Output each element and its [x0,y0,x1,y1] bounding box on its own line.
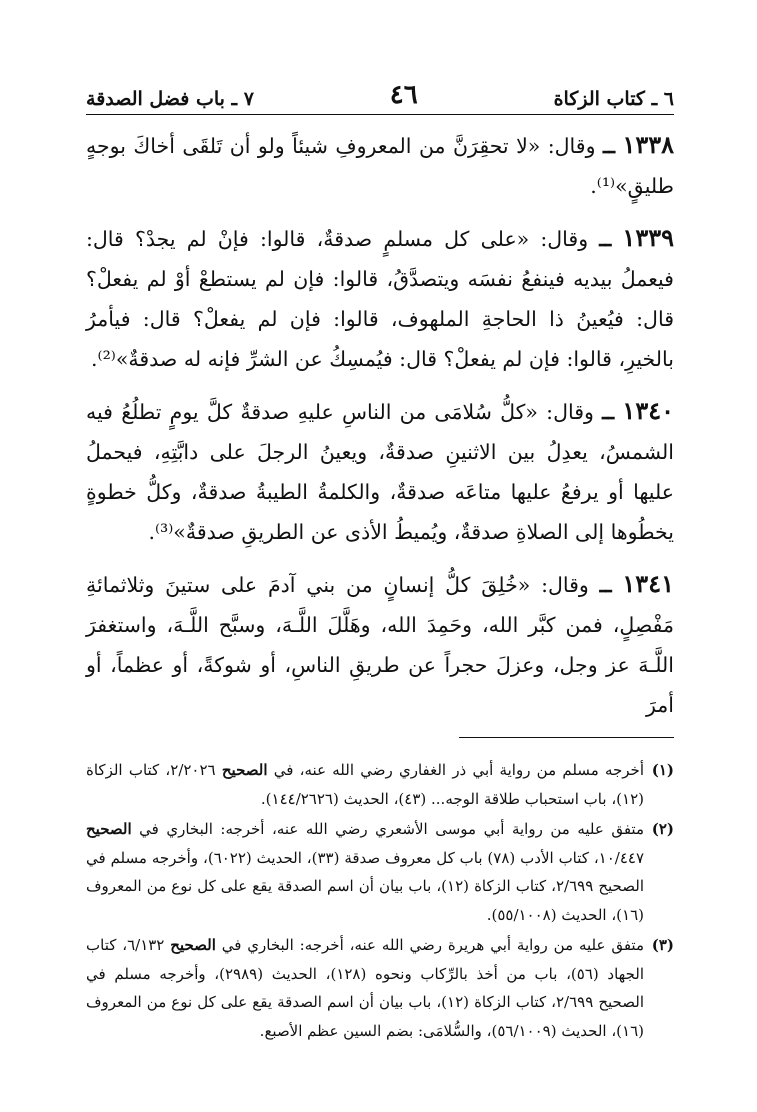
hadith-list [86,125,674,725]
running-header [86,70,674,115]
chapter-title: ٦ ـ كتاب الزكاة [553,88,674,110]
footnote-mark: (٣) [651,936,674,954]
hadith-entry [86,564,674,725]
footnote [86,931,674,1045]
hadith-dash: ــ [599,227,612,251]
footnote-source-title: الصحيح [170,936,216,954]
footnote-text-pre: أخرجه مسلم من رواية أبي ذر الغفاري رضي الله عنه، في [273,761,644,779]
footnotes [86,756,674,1045]
footnote-text [86,931,644,1045]
hadith-number: ١٣٣٨ [622,130,674,159]
hadith-text: وقال: «كلُّ سُلامَى من الناسِ عليهِ صدقةٌ كلَّ يومٍ تطلُعُ فيه الشمسُ، يعدِلُ بين الاثنينِ صدقةٌ، ويعينُ الرجلَ على دابَّتِهِ، فيحملُ عليها أو يرفعُ عليها متاعَه صدقةٌ، والكلمةُ الطيبةُ صدقةٌ، وكلُّ خطوةٍ يخطُوها إلى الصلاةِ صدقةٌ، ويُميطُ الأذى عن الطريقِ صدقةٌ»⁽³⁾. [86,400,674,544]
footnote [86,815,674,929]
footnote-source-title: الصحيح [221,761,268,779]
hadith-text: وقال: «خُلِقَ كلُّ إنسانٍ من بني آدمَ على ستينَ وثلاثمائةِ مَفْصِلٍ، فمن كبَّر الله، وحَمِدَ الله، وهَلَّلَ اللَّـهَ، وسبَّح اللَّـهَ، واستغفرَ اللَّـهَ عز وجل، وعزلَ حجراً عن طريقِ الناسِ، أو شوكةً، أو عظماً، أو أمرَ [86,573,674,717]
footnote-text-post: ٢/٢٠٢٦، كتاب الزكاة (١٢)، باب استحباب طلاقة الوجه... (٤٣)، الحديث (١٤٤/٢٦٢٦). [86,761,644,808]
footnote-mark: (١) [651,761,674,779]
footnote-mark: (٢) [651,820,674,838]
footnote-text-pre: متفق عليه من رواية أبي موسى الأشعري رضي الله عنه، أخرجه: البخاري في [139,820,644,838]
hadith-entry [86,125,674,206]
footnote-source-title: الصحيح [86,820,132,838]
footnote-divider [459,737,674,738]
page-number: ٤٦ [389,80,418,110]
footnote-text-post: ١٠/٤٤٧، كتاب الأدب (٧٨) باب كل معروف صدقة (٣٣)، الحديث (٦٠٢٢)، وأخرجه مسلم في الصحيح ٢/٦٩٩، كتاب الزكاة (١٢)، باب بيان أن اسم الصدقة يقع على كل نوع من المعروف (١٦)، الحديث (٥٥/١٠٠٨). [86,848,645,924]
hadith-number: ١٣٣٩ [622,223,674,252]
hadith-text: وقال: «لا تحقِرَنَّ من المعروفِ شيئاً ولو أن تَلقَى أخاكَ بوجهٍ طليقٍ»⁽¹⁾. [86,134,674,198]
hadith-number: ١٣٤١ [622,569,674,598]
hadith-entry [86,391,674,552]
hadith-dash: ــ [602,134,615,158]
footnote-text-pre: متفق عليه من رواية أبي هريرة رضي الله عنه، أخرجه: البخاري في [221,936,644,954]
section-title: ٧ ـ باب فضل الصدقة [86,88,254,110]
hadith-text: وقال: «على كل مسلمٍ صدقةٌ، قالوا: فإنْ لم يجدْ؟ قال: فيعملُ بيديه فينفعُ نفسَه ويتصدَّقُ، قالوا: فإن لم يستطعْ أوْ لم يفعلْ؟ قال: فيُعينُ ذا الحاجةِ الملهوف، قالوا: فإن لم يفعلْ؟ قال: فيأمرُ بالخيرِ، قالوا: فإن لم يفعلْ؟ قال: فيُمسِكُ عن الشرِّ فإنه له صدقةٌ»⁽²⁾. [86,227,674,371]
hadith-dash: ــ [602,400,615,424]
footnote-text-post: ٦/١٣٢، كتاب الجهاد (٥٦)، باب من أخذ بالرِّكاب ونحوه (١٢٨)، الحديث (٢٩٨٩)، وأخرجه مسلم في الصحيح ٢/٦٩٩، كتاب الزكاة (١٢)، باب بيان أن اسم الصدقة يقع على كل نوع من المعروف (١٦)، الحديث (٥٦/١٠٠٩)، والسُّلامَى: بضم السين عظم الأصبع. [86,936,645,1040]
hadith-entry [86,218,674,379]
hadith-dash: ــ [599,573,612,597]
footnote-text [86,815,644,929]
hadith-number: ١٣٤٠ [622,396,674,425]
footnote [86,756,674,813]
book-page [86,70,674,1047]
footnote-text [86,756,644,813]
